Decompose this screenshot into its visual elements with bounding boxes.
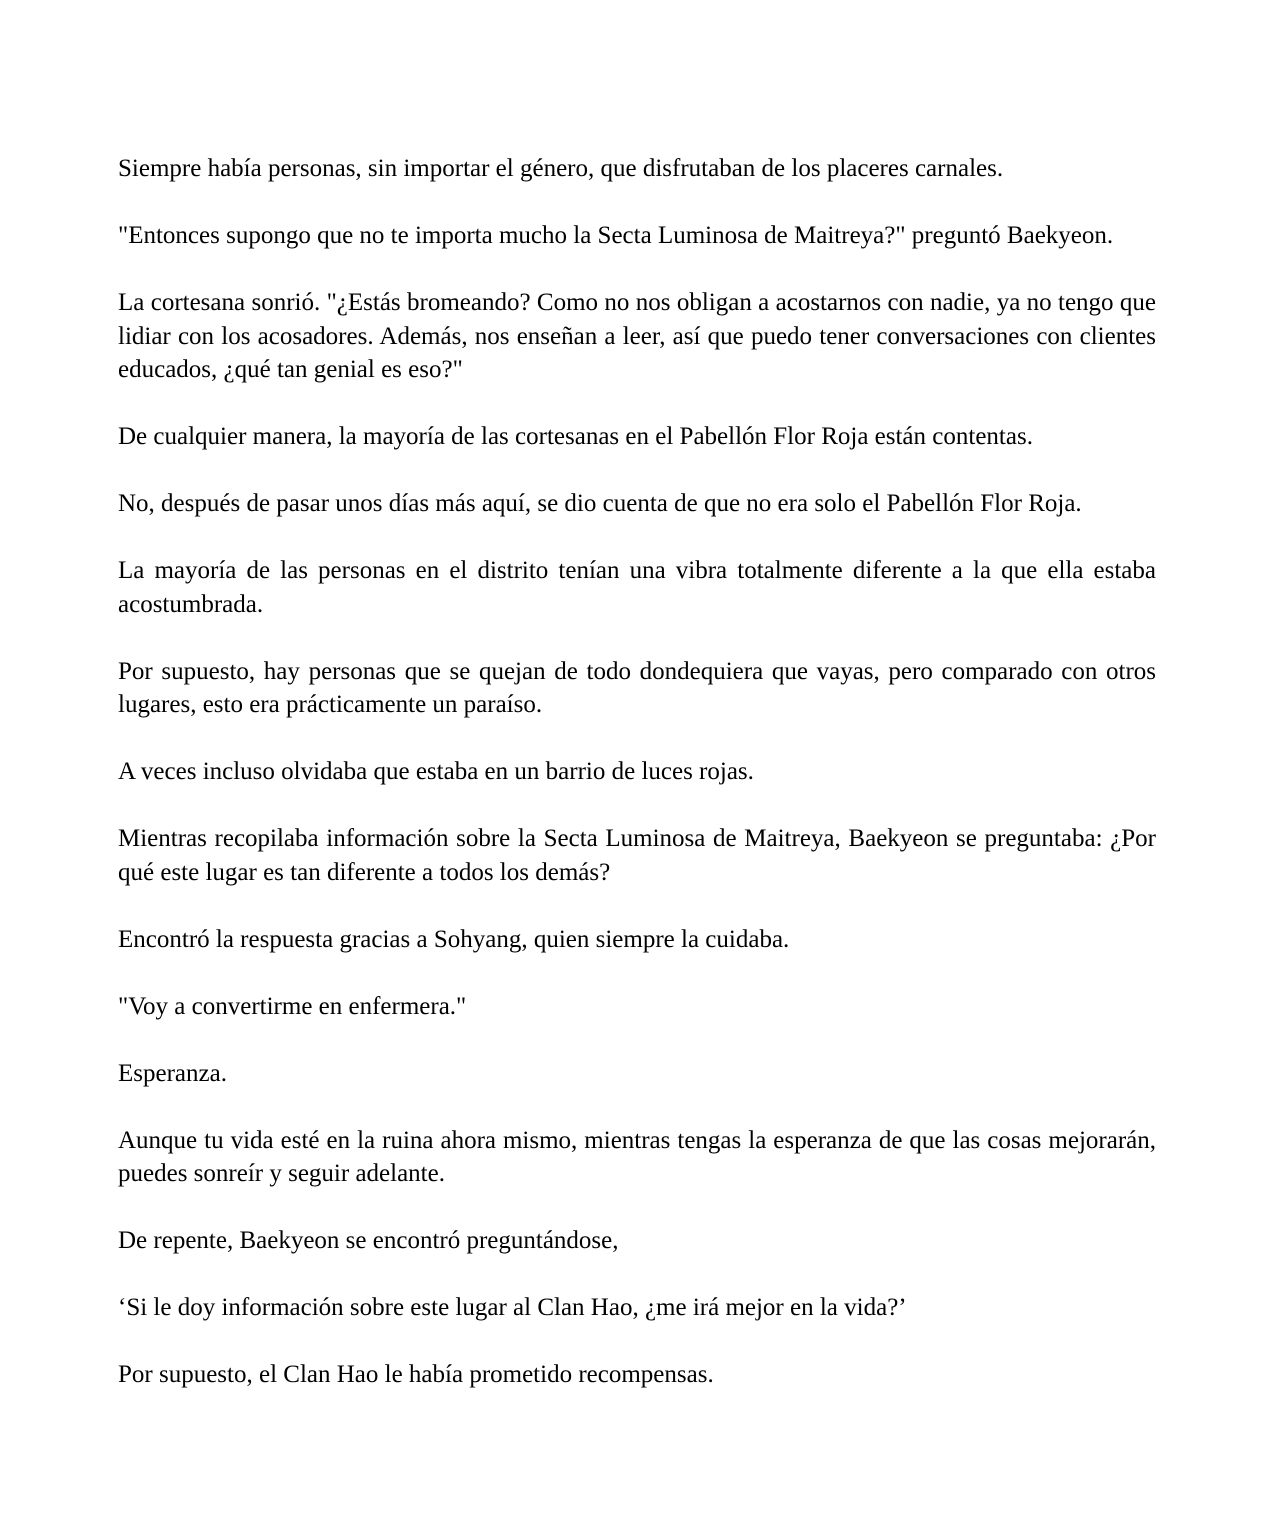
paragraph: "Voy a convertirme en enfermera." (118, 992, 467, 1020)
paragraph: A veces incluso olvidaba que estaba en un barrio de luces rojas. (118, 758, 754, 785)
document-page (118, 152, 1156, 1425)
paragraph: ‘Si le doy información sobre este lugar al Clan Hao, ¿me irá mejor en la vida?’ (118, 1294, 907, 1321)
paragraph: No, después de pasar unos días más aquí, se dio cuenta de que no era solo el Pabellón Flor Roja. (118, 490, 1082, 517)
paragraph: De repente, Baekyeon se encontró preguntándose, (118, 1227, 619, 1254)
paragraph: La mayoría de las personas en el distrito tenían una vibra totalmente diferente a la que ella estaba acostumbrada. (118, 557, 1156, 618)
paragraph: Por supuesto, el Clan Hao le había prometido recompensas. (118, 1361, 714, 1388)
paragraph: Aunque tu vida esté en la ruina ahora mismo, mientras tengas la esperanza de que las cosas mejorarán, puedes sonreír y seguir adelante. (118, 1126, 1156, 1187)
paragraph: Esperanza. (118, 1059, 227, 1087)
paragraph: La cortesana sonrió. "¿Estás bromeando? Como no nos obligan a acostarnos con nadie, ya no tengo que lidiar con los acosadores. Además, nos enseñan a leer, así que puedo tener conversaciones con clientes educados, ¿qué tan genial es eso?" (118, 289, 1156, 383)
paragraph: De cualquier manera, la mayoría de las cortesanas en el Pabellón Flor Roja están contentas. (118, 423, 1033, 450)
paragraph: Mientras recopilaba información sobre la Secta Luminosa de Maitreya, Baekyeon se preguntaba: ¿Por qué este lugar es tan diferente a todos los demás? (118, 825, 1156, 886)
paragraph: "Entonces supongo que no te importa mucho la Secta Luminosa de Maitreya?" preguntó Baekyeon. (118, 222, 1114, 249)
paragraph: Por supuesto, hay personas que se quejan de todo dondequiera que vayas, pero comparado con otros lugares, esto era prácticamente un paraíso. (118, 657, 1156, 718)
paragraph: Encontró la respuesta gracias a Sohyang, quien siempre la cuidaba. (118, 925, 790, 953)
paragraph: Siempre había personas, sin importar el género, que disfrutaban de los placeres carnales. (118, 155, 1004, 182)
